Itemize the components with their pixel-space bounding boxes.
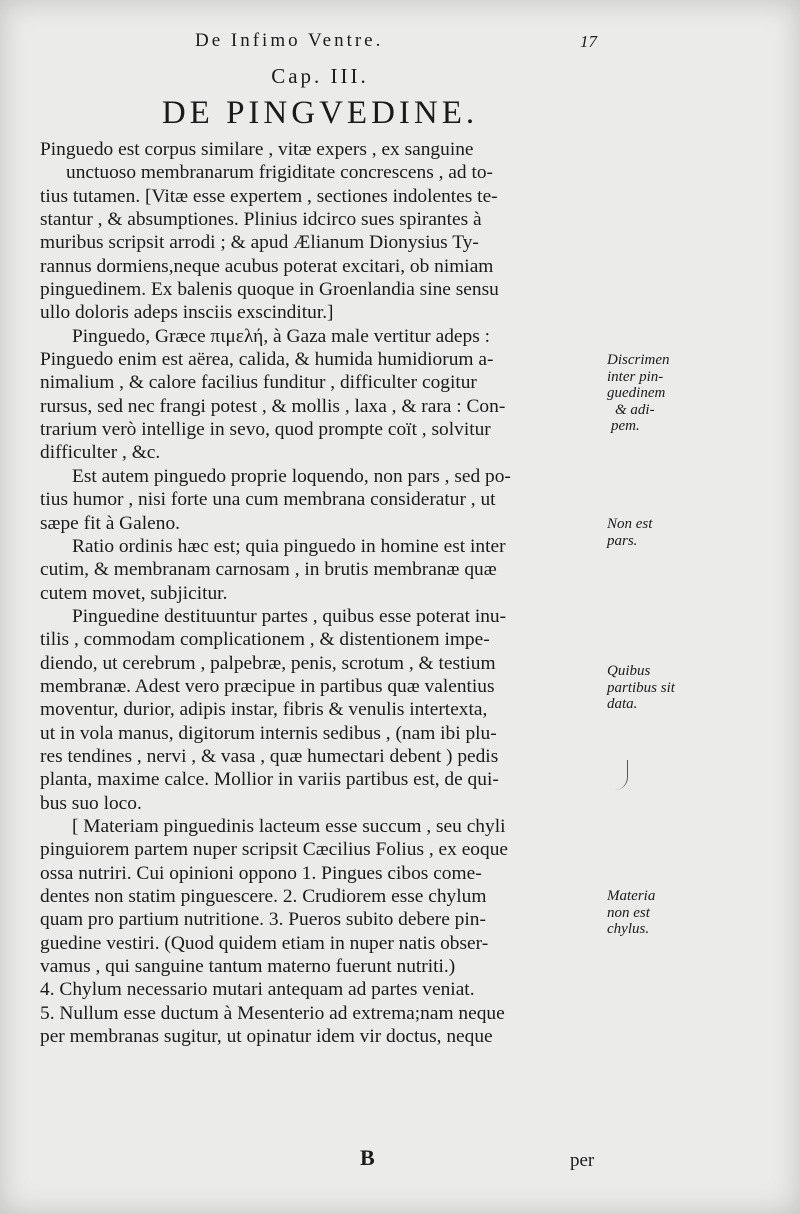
text-line: nimalium , & calore facilius funditur , difficulter cogitur xyxy=(40,372,477,394)
marginal-note xyxy=(607,888,702,938)
text-line: diendo, ut cerebrum , palpebræ, penis, scrotum , & testium xyxy=(40,652,496,674)
text-line: [ Materiam pinguedinis lacteum esse succum , seu chyli xyxy=(72,815,506,837)
note-line: Discrimen xyxy=(607,352,670,368)
ink-mark xyxy=(615,760,628,790)
text-line: dentes non statim pinguescere. 2. Crudiorem esse chylum xyxy=(40,886,487,907)
text-line: pinguedinem. Ex balenis quoque in Groenlandia sine sensu xyxy=(40,279,499,301)
text-line: cutim, & membranam carnosam , in brutis membranæ quæ xyxy=(40,559,497,581)
body-text xyxy=(40,138,600,1048)
running-head: De Infimo Ventre. xyxy=(195,30,384,51)
text-line: sæpe fit à Galeno. xyxy=(40,512,181,534)
text-line: Ratio ordinis hæc est; quia pinguedo in homine est inter xyxy=(72,535,506,557)
note-line: inter pin- xyxy=(607,368,664,385)
text-line: tilis , commodam complicationem , & distentionem impe- xyxy=(40,629,490,651)
signature-mark: B xyxy=(360,1145,375,1170)
page-title: DE PINGVEDINE. xyxy=(161,95,479,131)
text-line: unctuoso membranarum frigiditate concrescens , ad to- xyxy=(66,162,493,184)
text-line: guedine vestiri. (Quod quidem etiam in nuper natis obser- xyxy=(40,932,489,954)
note-line: & adi- xyxy=(615,401,655,418)
text-line: Pinguedine destituuntur partes , quibus esse poterat inu- xyxy=(72,605,507,627)
marginal-note xyxy=(607,516,702,549)
note-line: pars. xyxy=(607,532,638,549)
text-line: quam pro partium nutritione. 3. Pueros subito debere pin- xyxy=(40,909,486,931)
note-line: non est xyxy=(607,904,650,921)
text-line: vamus , qui sanguine tantum materno fuerunt nutriti.) xyxy=(40,956,456,978)
marginal-note xyxy=(607,663,702,713)
text-line: Pinguedo enim est aërea, calida, & humida humidiorum a- xyxy=(40,349,494,371)
text-line: res tendines , nervi , & vasa , quæ humectari debent ) pedis xyxy=(40,745,499,767)
note-line: chylus. xyxy=(607,921,650,937)
text-line: trarium verò intellige in sevo, quod prompte coït , solvitur xyxy=(40,419,491,441)
text-line: membranæ. Adest vero præcipue in partibus quæ valentius xyxy=(40,675,495,697)
text-line: 5. Nullum esse ductum à Mesenterio ad extrema;nam neque xyxy=(40,1002,505,1024)
note-line: Quibus xyxy=(607,663,651,679)
text-line: moventur, durior, adipis instar, fibris & venulis intertexta, xyxy=(40,699,488,721)
text-line: stantur , & absumptiones. Plinius idcirco sues spirantes à xyxy=(40,209,482,231)
chapter-heading: Cap. III. xyxy=(271,64,369,88)
text-line: muribus scripsit arrodi ; & apud Ælianum Dionysius Ty- xyxy=(40,232,479,254)
note-line: pem. xyxy=(611,418,640,434)
note-line: Non est xyxy=(607,516,653,532)
catchword: per xyxy=(570,1150,595,1171)
text-line: pinguiorem partem nuper scripsit Cæcilius Folius , ex eoque xyxy=(40,839,508,861)
text-line: Pinguedo, Græce πιμελή, à Gaza male vertitur adeps : xyxy=(72,325,490,347)
text-line: per membranas sugitur, ut opinatur idem vir doctus, neque xyxy=(40,1026,493,1048)
marginal-note xyxy=(607,352,702,435)
text-line: Est autem pinguedo proprie loquendo, non pars , sed po- xyxy=(72,465,511,487)
text-line: ossa nutriri. Cui opinioni oppono 1. Pingues cibos come- xyxy=(40,862,482,884)
text-line: bus suo loco. xyxy=(40,792,142,814)
text-line: Pinguedo est corpus similare , vitæ expers , ex sanguine xyxy=(40,139,474,160)
text-line: tius humor , nisi forte una cum membrana consideratur , ut xyxy=(40,489,496,511)
text-line: rursus, sed nec frangi potest , & mollis , laxa , & rara : Con- xyxy=(40,395,506,417)
text-line: ullo doloris adeps insciis exscinditur.] xyxy=(40,302,334,324)
note-line: guedinem xyxy=(607,385,666,401)
text-line: cutem movet, subjicitur. xyxy=(40,582,228,604)
text-line: difficulter , &c. xyxy=(40,442,161,464)
text-line: ut in vola manus, digitorum internis sedibus , (nam ibi plu- xyxy=(40,722,497,744)
text-line: planta, maxime calce. Mollior in variis partibus est, de qui- xyxy=(40,769,499,791)
note-line: partibus sit xyxy=(607,679,675,696)
text-line: rannus dormiens,neque acubus poterat excitari, ob nimiam xyxy=(40,255,494,277)
text-line: tius tutamen. [Vitæ esse expertem , sectiones indolentes te- xyxy=(40,185,498,207)
page-number: 17 xyxy=(580,32,597,51)
text-line: 4. Chylum necessario mutari antequam ad partes veniat. xyxy=(40,979,475,1001)
note-line: Materia xyxy=(607,888,656,904)
note-line: data. xyxy=(607,696,638,712)
